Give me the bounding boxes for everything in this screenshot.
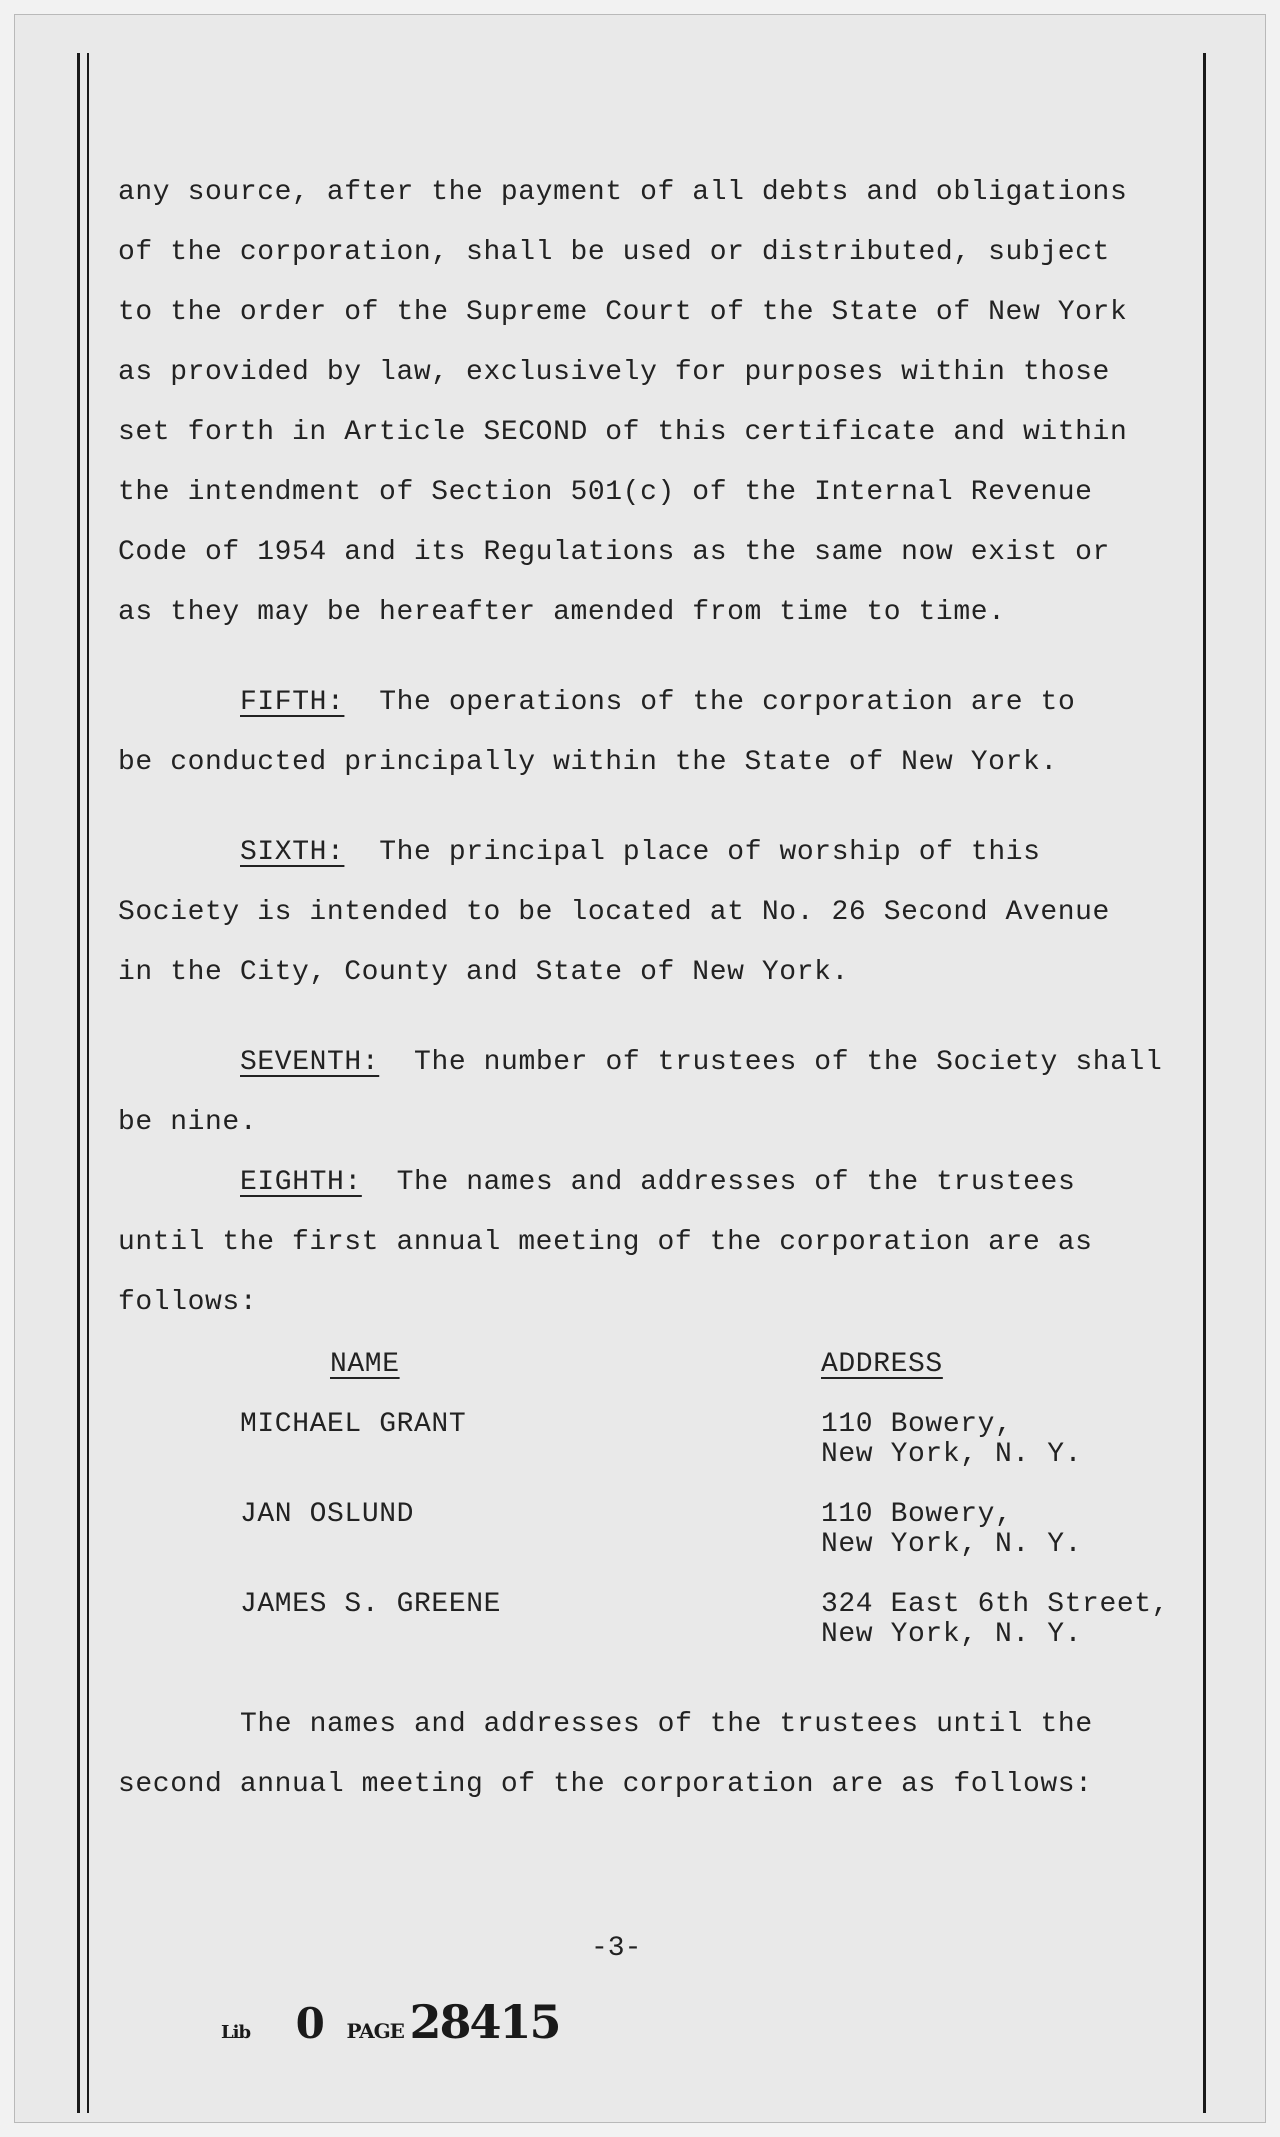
trustee-address-line1: 110 Bowery,: [821, 1409, 1013, 1440]
trustee-address-line2: New York, N. Y.: [821, 1439, 1083, 1470]
article-seventh-text: The number of trustees of the Society shall: [414, 1047, 1163, 1078]
document-page: [14, 14, 1266, 2123]
article-sixth-text: The principal place of worship of this: [379, 837, 1041, 868]
text-line: Code of 1954 and its Regulations as the same now exist or: [118, 537, 1110, 568]
address-column-header: ADDRESS: [821, 1349, 943, 1380]
text-line: Society is intended to be located at No. 26 Second Avenue: [118, 897, 1110, 928]
right-margin-rule: [1203, 53, 1206, 2113]
left-margin-rule-inner: [87, 53, 89, 2113]
trustee-address-line2: New York, N. Y.: [821, 1619, 1083, 1650]
text-line: to the order of the Supreme Court of the State of New York: [118, 297, 1128, 328]
text-line: second annual meeting of the corporation are as follows:: [118, 1769, 1093, 1800]
article-sixth-line1: [240, 837, 1041, 868]
trustee-address-line2: New York, N. Y.: [821, 1529, 1083, 1560]
trustee-name: MICHAEL GRANT: [240, 1409, 467, 1440]
left-margin-rule: [77, 53, 80, 2113]
article-fifth-text: The operations of the corporation are to: [379, 687, 1076, 718]
trustee-address-line1: 324 East 6th Street,: [821, 1589, 1170, 1620]
article-eighth-heading: EIGHTH:: [240, 1167, 362, 1198]
name-column-header: NAME: [330, 1349, 400, 1380]
text-line: any source, after the payment of all debts and obligations: [118, 177, 1128, 208]
article-eighth-text: The names and addresses of the trustees: [396, 1167, 1076, 1198]
article-sixth-heading: SIXTH:: [240, 837, 345, 868]
text-line: the intendment of Section 501(c) of the Internal Revenue: [118, 477, 1093, 508]
text-line: until the first annual meeting of the corporation are as: [118, 1227, 1093, 1258]
stamp-liber-number: 0: [295, 1999, 325, 2048]
trustee-address-line1: 110 Bowery,: [821, 1499, 1013, 1530]
text-line: be nine.: [118, 1107, 258, 1138]
trustee-name: JAN OSLUND: [240, 1499, 415, 1530]
article-eighth-line1: [240, 1167, 1075, 1198]
text-line: The names and addresses of the trustees until the: [240, 1709, 1093, 1740]
article-seventh-heading: SEVENTH:: [240, 1047, 380, 1078]
text-line: as provided by law, exclusively for purposes within those: [118, 357, 1110, 388]
text-line: be conducted principally within the State of New York.: [118, 747, 1058, 778]
article-fifth-line1: [240, 687, 1075, 718]
liber-page-stamp: [221, 1995, 560, 2049]
article-fifth-heading: FIFTH:: [240, 687, 345, 718]
text-line: as they may be hereafter amended from time to time.: [118, 597, 1006, 628]
text-line: set forth in Article SECOND of this certificate and within: [118, 417, 1128, 448]
stamp-page-number: 28415: [409, 1995, 560, 2049]
page-number: -3-: [591, 1933, 642, 1964]
text-line: of the corporation, shall be used or distributed, subject: [118, 237, 1110, 268]
trustee-name: JAMES S. GREENE: [240, 1589, 502, 1620]
stamp-page-label: PAGE: [346, 2019, 404, 2043]
text-line: follows:: [118, 1287, 258, 1318]
stamp-liber: Lib: [221, 2022, 251, 2043]
article-seventh-line1: [240, 1047, 1162, 1078]
text-line: in the City, County and State of New York.: [118, 957, 849, 988]
